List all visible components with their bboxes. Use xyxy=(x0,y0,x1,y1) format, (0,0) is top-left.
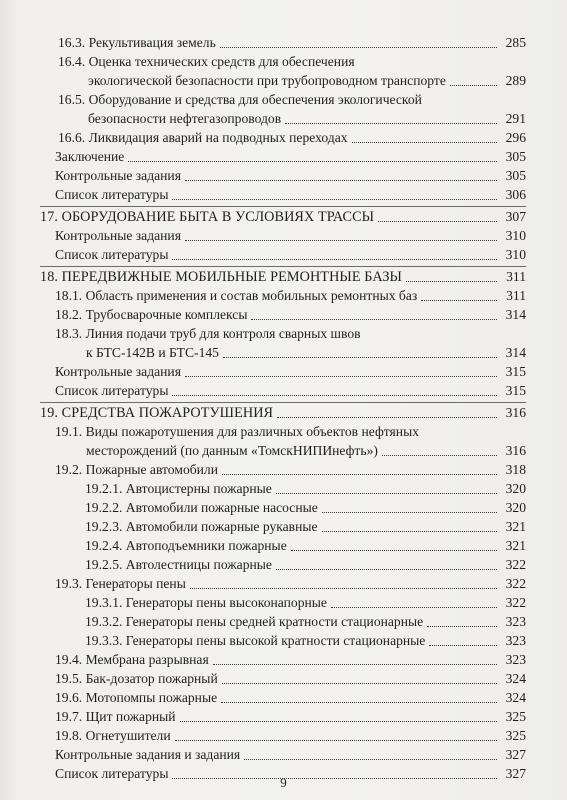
toc-page-number: 320 xyxy=(505,481,526,496)
toc-entry[interactable] xyxy=(55,688,526,707)
toc-entry-title: 16.3. Рекультивация земель xyxy=(58,35,216,50)
toc-entry[interactable] xyxy=(85,555,526,574)
toc-entry-title: Контрольные задания и задания xyxy=(55,747,241,762)
dot-leader xyxy=(172,394,497,396)
dot-leader xyxy=(291,549,497,551)
dot-leader xyxy=(223,356,497,358)
toc-page-number: 324 xyxy=(505,671,526,686)
toc-page-number: 289 xyxy=(505,73,526,88)
toc-entry-title: к БТС-142В и БТС-145 xyxy=(86,345,219,360)
dot-leader xyxy=(322,530,497,532)
toc-entry-title: 19.3.3. Генераторы пены высокой кратности стационарные xyxy=(85,633,426,648)
toc-page-number: 322 xyxy=(505,557,526,572)
dot-leader xyxy=(322,511,497,513)
toc-entry-title: безопасности нефтегазопроводов xyxy=(88,111,282,126)
toc-entry-title: 19.2.1. Автоцистерны пожарные xyxy=(85,481,272,496)
toc-page-number: 291 xyxy=(505,111,526,126)
toc-entry-title: Контрольные задания xyxy=(55,228,181,243)
toc-page-number: 322 xyxy=(505,595,526,610)
toc-entry-title: 19.5. Бак-дозатор пожарный xyxy=(55,671,218,686)
dot-leader xyxy=(429,644,497,646)
toc-page-number: 307 xyxy=(505,209,526,224)
toc-page-number: 323 xyxy=(505,614,526,629)
dot-leader xyxy=(331,606,497,608)
toc-entry[interactable] xyxy=(55,324,526,362)
toc-entry-title: 19.2.3. Автомобили пожарные рукавные xyxy=(85,519,318,534)
dot-leader xyxy=(185,179,497,181)
toc-entry-title: Контрольные задания xyxy=(55,364,181,379)
toc-entry-title: 19.2.5. Автолестницы пожарные xyxy=(85,557,272,572)
toc-entry[interactable] xyxy=(85,479,526,498)
toc-entry-title: экологической безопасности при трубопроводном транспорте xyxy=(88,73,446,88)
toc-entry-title: 18.2. Трубосварочные комплексы xyxy=(55,307,248,322)
toc-page-number: 316 xyxy=(505,405,526,420)
toc-page-number: 310 xyxy=(505,247,526,262)
toc-page-number: 285 xyxy=(505,35,526,50)
toc-entry-title: 19.3.2. Генераторы пены средней кратности стационарные xyxy=(85,614,424,629)
dot-leader xyxy=(172,258,497,260)
dot-leader xyxy=(382,454,497,456)
toc-entry-title: 17. ОБОРУДОВАНИЕ БЫТА В УСЛОВИЯХ ТРАССЫ xyxy=(40,209,375,225)
toc-page-number: 314 xyxy=(505,307,526,322)
toc-entry[interactable] xyxy=(85,517,526,536)
dot-leader xyxy=(213,663,497,665)
toc-page-number: 305 xyxy=(505,168,526,183)
toc-page-number: 306 xyxy=(505,187,526,202)
toc-entry-title: 19.4. Мембрана разрывная xyxy=(55,652,209,667)
toc-entry-title: Список литературы xyxy=(55,187,169,202)
toc-entry-title: 19.2.2. Автомобили пожарные насосные xyxy=(85,500,318,515)
toc-page-number: 324 xyxy=(505,690,526,705)
toc-page-number: 327 xyxy=(505,766,526,781)
toc-page-number: 321 xyxy=(505,519,526,534)
toc-page-number: 305 xyxy=(505,149,526,164)
toc-entry[interactable] xyxy=(85,631,526,650)
dot-leader xyxy=(277,416,497,418)
toc-page-number: 311 xyxy=(506,269,526,284)
toc-entry[interactable] xyxy=(85,593,526,612)
dot-leader xyxy=(175,739,497,741)
toc-entry[interactable] xyxy=(55,707,526,726)
dot-leader xyxy=(276,492,497,494)
toc-entry-title: Список литературы xyxy=(55,247,169,262)
toc-entry-title: Заключение xyxy=(55,149,125,164)
toc-page-number: 310 xyxy=(505,228,526,243)
toc-page-number: 318 xyxy=(505,462,526,477)
dot-leader xyxy=(421,299,497,301)
toc-entry-title: 19.8. Огнетушители xyxy=(55,728,171,743)
toc-entry-title: 19. СРЕДСТВА ПОЖАРОТУШЕНИЯ xyxy=(40,405,274,421)
toc-entry[interactable] xyxy=(40,207,526,226)
toc-entry[interactable] xyxy=(55,226,526,245)
dot-leader xyxy=(244,758,497,760)
toc-page-number: 322 xyxy=(505,576,526,591)
toc-entry-title: 19.3.1. Генераторы пены высоконапорные xyxy=(85,595,327,610)
toc-page-number: 315 xyxy=(505,364,526,379)
dot-leader xyxy=(221,701,497,703)
toc-entry[interactable] xyxy=(58,33,526,52)
toc-entry[interactable] xyxy=(55,669,526,688)
dot-leader xyxy=(352,141,497,143)
toc-entry[interactable] xyxy=(58,128,526,147)
toc-entry[interactable] xyxy=(55,460,526,479)
toc-entry[interactable] xyxy=(58,52,526,90)
toc-page-number: 327 xyxy=(505,747,526,762)
toc-page-number: 325 xyxy=(505,728,526,743)
toc-entry[interactable] xyxy=(85,536,526,555)
toc-entry-title: 16.5. Оборудование и средства для обеспечения экологической xyxy=(58,92,422,107)
toc-entry-title: 18.1. Область применения и состав мобильных ремонтных баз xyxy=(55,288,418,303)
page-number: 9 xyxy=(280,775,287,790)
dot-leader xyxy=(172,198,497,200)
toc-entry[interactable] xyxy=(55,574,526,593)
dot-leader xyxy=(190,587,497,589)
toc-entry[interactable] xyxy=(55,745,526,764)
dot-leader xyxy=(427,625,497,627)
toc-entry[interactable] xyxy=(55,305,526,324)
toc-page-number: 315 xyxy=(505,383,526,398)
toc-entry-title: Список литературы xyxy=(55,766,169,781)
toc-page-number: 320 xyxy=(505,500,526,515)
toc-entry-title: 18.3. Линия подачи труб для контроля сварных швов xyxy=(55,326,361,341)
toc-page-number: 316 xyxy=(505,443,526,458)
toc-entry[interactable] xyxy=(55,286,526,305)
toc-page-number: 321 xyxy=(505,538,526,553)
dot-leader xyxy=(251,318,497,320)
toc-entry-title: 19.2.4. Автоподъемники пожарные xyxy=(85,538,287,553)
toc-entry-title: 19.3. Генераторы пены xyxy=(55,576,186,591)
dot-leader xyxy=(128,160,497,162)
toc-page-number: 323 xyxy=(505,633,526,648)
dot-leader xyxy=(222,473,497,475)
toc-entry[interactable] xyxy=(55,147,526,166)
dot-leader xyxy=(378,220,497,222)
toc-page-number: 325 xyxy=(505,709,526,724)
toc-entry-title: 19.1. Виды пожаротушения для различных объектов нефтяных xyxy=(55,424,419,439)
toc-entry[interactable] xyxy=(55,362,526,381)
toc-page-number: 296 xyxy=(505,130,526,145)
dot-leader xyxy=(180,720,497,722)
dot-leader xyxy=(276,568,497,570)
toc-entry-title: 19.2. Пожарные автомобили xyxy=(55,462,218,477)
toc-entry-title: Список литературы xyxy=(55,383,169,398)
toc-entry-title: 19.6. Мотопомпы пожарные xyxy=(55,690,218,705)
toc-entry-title: 16.4. Оценка технических средств для обеспечения xyxy=(58,54,355,69)
dot-leader xyxy=(285,122,497,124)
toc-entry[interactable] xyxy=(55,185,526,204)
dot-leader xyxy=(185,375,497,377)
toc-entry[interactable] xyxy=(58,90,526,128)
toc-entry[interactable] xyxy=(40,403,526,422)
toc-entry[interactable] xyxy=(55,245,526,264)
toc-page-number: 311 xyxy=(506,288,526,303)
toc-entry-title: 19.7. Щит пожарный xyxy=(55,709,176,724)
toc-page-number: 314 xyxy=(505,345,526,360)
toc-entry[interactable] xyxy=(40,267,526,286)
dot-leader xyxy=(222,682,497,684)
toc-entry[interactable] xyxy=(55,381,526,400)
toc-entry[interactable] xyxy=(85,612,526,631)
dot-leader xyxy=(220,46,497,48)
toc-entry[interactable] xyxy=(55,650,526,669)
toc-entry[interactable] xyxy=(55,422,526,460)
toc-page-number: 323 xyxy=(505,652,526,667)
toc-entry[interactable] xyxy=(85,498,526,517)
dot-leader xyxy=(450,84,497,86)
dot-leader xyxy=(406,280,497,282)
toc-entry-title: 16.6. Ликвидация аварий на подводных переходах xyxy=(58,130,348,145)
toc-entry[interactable] xyxy=(55,726,526,745)
toc-entry-title: 18. ПЕРЕДВИЖНЫЕ МОБИЛЬНЫЕ РЕМОНТНЫЕ БАЗЫ xyxy=(40,269,403,285)
toc-entry-title: Контрольные задания xyxy=(55,168,181,183)
toc-entry-title: месторождений (по данным «ТомскНИПИнефть») xyxy=(86,443,378,458)
toc-entry[interactable] xyxy=(55,166,526,185)
dot-leader xyxy=(185,239,497,241)
